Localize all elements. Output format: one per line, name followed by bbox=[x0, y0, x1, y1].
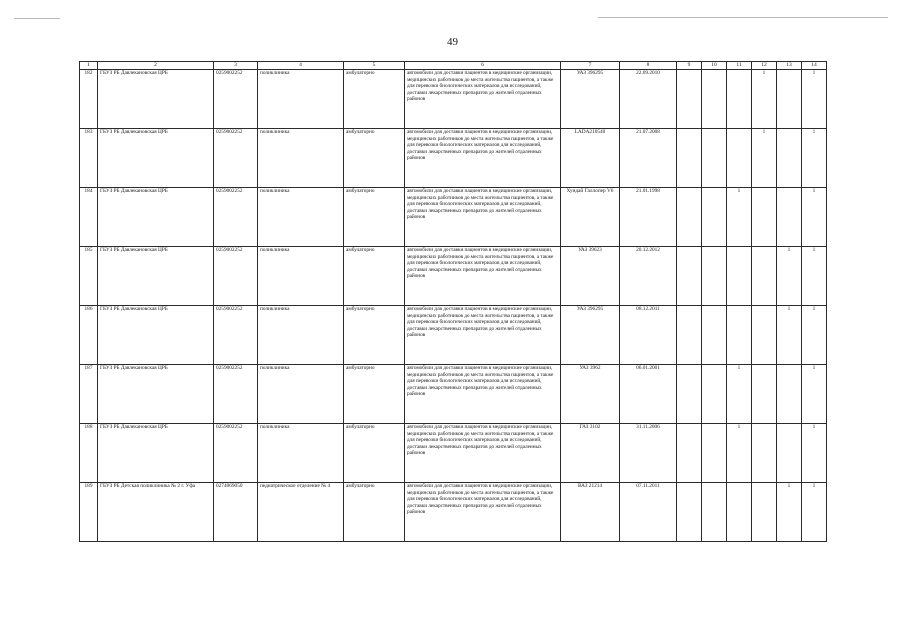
mark-column-14: 1 bbox=[802, 305, 827, 364]
mark-column-10 bbox=[702, 305, 727, 364]
vehicle-model: УАЗ 396295 bbox=[561, 305, 620, 364]
column-number-1: 1 bbox=[80, 62, 98, 70]
mark-column-13 bbox=[777, 423, 802, 482]
column-number-row bbox=[80, 62, 827, 70]
vehicle-purpose: автомобили для доставки пациентов в медицинские организации, медицинских работников до места жительства пациентов, а также для перевозки биологических материалов для исследований, доставки лекарственных препаратов до жителей отдаленных районов bbox=[405, 364, 561, 423]
vehicle-purpose: автомобили для доставки пациентов в медицинские организации, медицинских работников до места жительства пациентов, а также для перевозки биологических материалов для исследований, доставки лекарственных препаратов до жителей отдаленных районов bbox=[405, 482, 561, 541]
department-name: поликлиника bbox=[258, 423, 344, 482]
organization-name: ГБУЗ РБ Детская поликлиника № 2 г. Уфа bbox=[98, 482, 214, 541]
column-number-12: 12 bbox=[752, 62, 777, 70]
mark-column-12 bbox=[752, 246, 777, 305]
care-conditions: амбулаторно bbox=[344, 128, 405, 187]
mark-column-10 bbox=[702, 423, 727, 482]
mark-column-11 bbox=[727, 305, 752, 364]
mark-column-10 bbox=[702, 128, 727, 187]
mark-column-13 bbox=[777, 128, 802, 187]
department-name: поликлиника bbox=[258, 246, 344, 305]
mark-column-13 bbox=[777, 187, 802, 246]
registration-date: 06.01.2001 bbox=[620, 364, 677, 423]
mark-column-12: 1 bbox=[752, 69, 777, 128]
column-number-14: 14 bbox=[802, 62, 827, 70]
mark-column-10 bbox=[702, 187, 727, 246]
organization-code: 0259002252 bbox=[214, 128, 258, 187]
column-number-2: 2 bbox=[98, 62, 214, 70]
organization-code: 0259002252 bbox=[214, 305, 258, 364]
mark-column-9 bbox=[677, 246, 702, 305]
table-row bbox=[80, 69, 827, 128]
registration-date: 07.11.2011 bbox=[620, 482, 677, 541]
mark-column-10 bbox=[702, 69, 727, 128]
column-number-11: 11 bbox=[727, 62, 752, 70]
row-number: 183 bbox=[80, 128, 98, 187]
page-number: 49 bbox=[447, 36, 458, 48]
mark-column-9 bbox=[677, 364, 702, 423]
row-number: 185 bbox=[80, 246, 98, 305]
mark-column-9 bbox=[677, 305, 702, 364]
registration-date: 22.09.2010 bbox=[620, 69, 677, 128]
mark-column-14: 1 bbox=[802, 246, 827, 305]
mark-column-13 bbox=[777, 69, 802, 128]
care-conditions: амбулаторно bbox=[344, 423, 405, 482]
column-number-13: 13 bbox=[777, 62, 802, 70]
mark-column-9 bbox=[677, 128, 702, 187]
mark-column-9 bbox=[677, 69, 702, 128]
mark-column-12 bbox=[752, 187, 777, 246]
vehicle-model: ВАЗ 21214 bbox=[561, 482, 620, 541]
vehicle-model: УАЗ 39623 bbox=[561, 246, 620, 305]
vehicle-purpose: автомобили для доставки пациентов в медицинские организации, медицинских работников до места жительства пациентов, а также для перевозки биологических материалов для исследований, доставки лекарственных препаратов до жителей отдаленных районов bbox=[405, 69, 561, 128]
organization-code: 0259002252 bbox=[214, 423, 258, 482]
vehicle-purpose: автомобили для доставки пациентов в медицинские организации, медицинских работников до места жительства пациентов, а также для перевозки биологических материалов для исследований, доставки лекарственных препаратов до жителей отдаленных районов bbox=[405, 246, 561, 305]
care-conditions: амбулаторно bbox=[344, 482, 405, 541]
table-body bbox=[80, 69, 827, 541]
care-conditions: амбулаторно bbox=[344, 364, 405, 423]
department-name: поликлиника bbox=[258, 187, 344, 246]
column-number-5: 5 bbox=[344, 62, 405, 70]
organization-code: 0259002252 bbox=[214, 69, 258, 128]
mark-column-11: 1 bbox=[727, 423, 752, 482]
organization-name: ГБУЗ РБ Давлекановская ЦРБ bbox=[98, 69, 214, 128]
row-number: 188 bbox=[80, 423, 98, 482]
table-row bbox=[80, 482, 827, 541]
department-name: поликлиника bbox=[258, 69, 344, 128]
organization-code: 0259002252 bbox=[214, 187, 258, 246]
mark-column-14: 1 bbox=[802, 423, 827, 482]
table-row bbox=[80, 128, 827, 187]
mark-column-9 bbox=[677, 482, 702, 541]
mark-column-10 bbox=[702, 482, 727, 541]
table-row bbox=[80, 364, 827, 423]
mark-column-12 bbox=[752, 364, 777, 423]
column-number-7: 7 bbox=[561, 62, 620, 70]
mark-column-13: 1 bbox=[777, 246, 802, 305]
organization-name: ГБУЗ РБ Давлекановская ЦРБ bbox=[98, 305, 214, 364]
care-conditions: амбулаторно bbox=[344, 305, 405, 364]
mark-column-12 bbox=[752, 482, 777, 541]
column-number-10: 10 bbox=[702, 62, 727, 70]
table-row bbox=[80, 423, 827, 482]
vehicle-model: УАЗ 3962 bbox=[561, 364, 620, 423]
scan-artifact-top-right bbox=[598, 17, 888, 18]
mark-column-11: 1 bbox=[727, 364, 752, 423]
organization-name: ГБУЗ РБ Давлекановская ЦРБ bbox=[98, 128, 214, 187]
organization-name: ГБУЗ РБ Давлекановская ЦРБ bbox=[98, 364, 214, 423]
row-number: 189 bbox=[80, 482, 98, 541]
registration-date: 20.12.2012 bbox=[620, 246, 677, 305]
registration-date: 31.11.2006 bbox=[620, 423, 677, 482]
vehicle-purpose: автомобили для доставки пациентов в медицинские организации, медицинских работников до места жительства пациентов, а также для перевозки биологических материалов для исследований, доставки лекарственных препаратов до жителей отдаленных районов bbox=[405, 128, 561, 187]
row-number: 186 bbox=[80, 305, 98, 364]
mark-column-11: 1 bbox=[727, 187, 752, 246]
mark-column-11 bbox=[727, 482, 752, 541]
column-number-4: 4 bbox=[258, 62, 344, 70]
column-number-3: 3 bbox=[214, 62, 258, 70]
registration-date: 21.07.2008 bbox=[620, 128, 677, 187]
table-row bbox=[80, 187, 827, 246]
mark-column-9 bbox=[677, 187, 702, 246]
column-number-6: 6 bbox=[405, 62, 561, 70]
register-table bbox=[79, 61, 827, 542]
vehicle-model: Хундай Галлопер V6 bbox=[561, 187, 620, 246]
mark-column-14: 1 bbox=[802, 128, 827, 187]
mark-column-14: 1 bbox=[802, 364, 827, 423]
organization-name: ГБУЗ РБ Давлекановская ЦРБ bbox=[98, 423, 214, 482]
mark-column-13 bbox=[777, 364, 802, 423]
department-name: поликлиника bbox=[258, 128, 344, 187]
mark-column-12: 1 bbox=[752, 128, 777, 187]
organization-name: ГБУЗ РБ Давлекановская ЦРБ bbox=[98, 246, 214, 305]
mark-column-11 bbox=[727, 128, 752, 187]
row-number: 182 bbox=[80, 69, 98, 128]
organization-code: 0259002252 bbox=[214, 364, 258, 423]
vehicle-purpose: автомобили для доставки пациентов в медицинские организации, медицинских работников до места жительства пациентов, а также для перевозки биологических материалов для исследований, доставки лекарственных препаратов до жителей отдаленных районов bbox=[405, 305, 561, 364]
organization-name: ГБУЗ РБ Давлекановская ЦРБ bbox=[98, 187, 214, 246]
organization-code: 0274069050 bbox=[214, 482, 258, 541]
registration-date: 21.01.1998 bbox=[620, 187, 677, 246]
organization-code: 0259002252 bbox=[214, 246, 258, 305]
mark-column-14: 1 bbox=[802, 69, 827, 128]
column-number-9: 9 bbox=[677, 62, 702, 70]
care-conditions: амбулаторно bbox=[344, 69, 405, 128]
vehicle-model: УАЗ 396295 bbox=[561, 69, 620, 128]
vehicle-model: ГАЗ 3102 bbox=[561, 423, 620, 482]
mark-column-11 bbox=[727, 246, 752, 305]
mark-column-11 bbox=[727, 69, 752, 128]
care-conditions: амбулаторно bbox=[344, 246, 405, 305]
mark-column-13: 1 bbox=[777, 482, 802, 541]
mark-column-12 bbox=[752, 305, 777, 364]
row-number: 184 bbox=[80, 187, 98, 246]
department-name: поликлиника bbox=[258, 364, 344, 423]
department-name: поликлиника bbox=[258, 305, 344, 364]
vehicle-purpose: автомобили для доставки пациентов в медицинские организации, медицинских работников до места жительства пациентов, а также для перевозки биологических материалов для исследований, доставки лекарственных препаратов до жителей отдаленных районов bbox=[405, 187, 561, 246]
vehicle-purpose: автомобили для доставки пациентов в медицинские организации, медицинских работников до места жительства пациентов, а также для перевозки биологических материалов для исследований, доставки лекарственных препаратов до жителей отдаленных районов bbox=[405, 423, 561, 482]
table-row bbox=[80, 246, 827, 305]
mark-column-9 bbox=[677, 423, 702, 482]
mark-column-13: 1 bbox=[777, 305, 802, 364]
mark-column-14: 1 bbox=[802, 482, 827, 541]
table-row bbox=[80, 305, 827, 364]
care-conditions: амбулаторно bbox=[344, 187, 405, 246]
mark-column-10 bbox=[702, 246, 727, 305]
mark-column-14: 1 bbox=[802, 187, 827, 246]
column-number-8: 8 bbox=[620, 62, 677, 70]
mark-column-10 bbox=[702, 364, 727, 423]
mark-column-12 bbox=[752, 423, 777, 482]
row-number: 187 bbox=[80, 364, 98, 423]
vehicle-model: LADA210540 bbox=[561, 128, 620, 187]
scan-artifact-top-left bbox=[14, 18, 60, 19]
department-name: педиатрическое отделение № 4 bbox=[258, 482, 344, 541]
registration-date: 08.12.2011 bbox=[620, 305, 677, 364]
